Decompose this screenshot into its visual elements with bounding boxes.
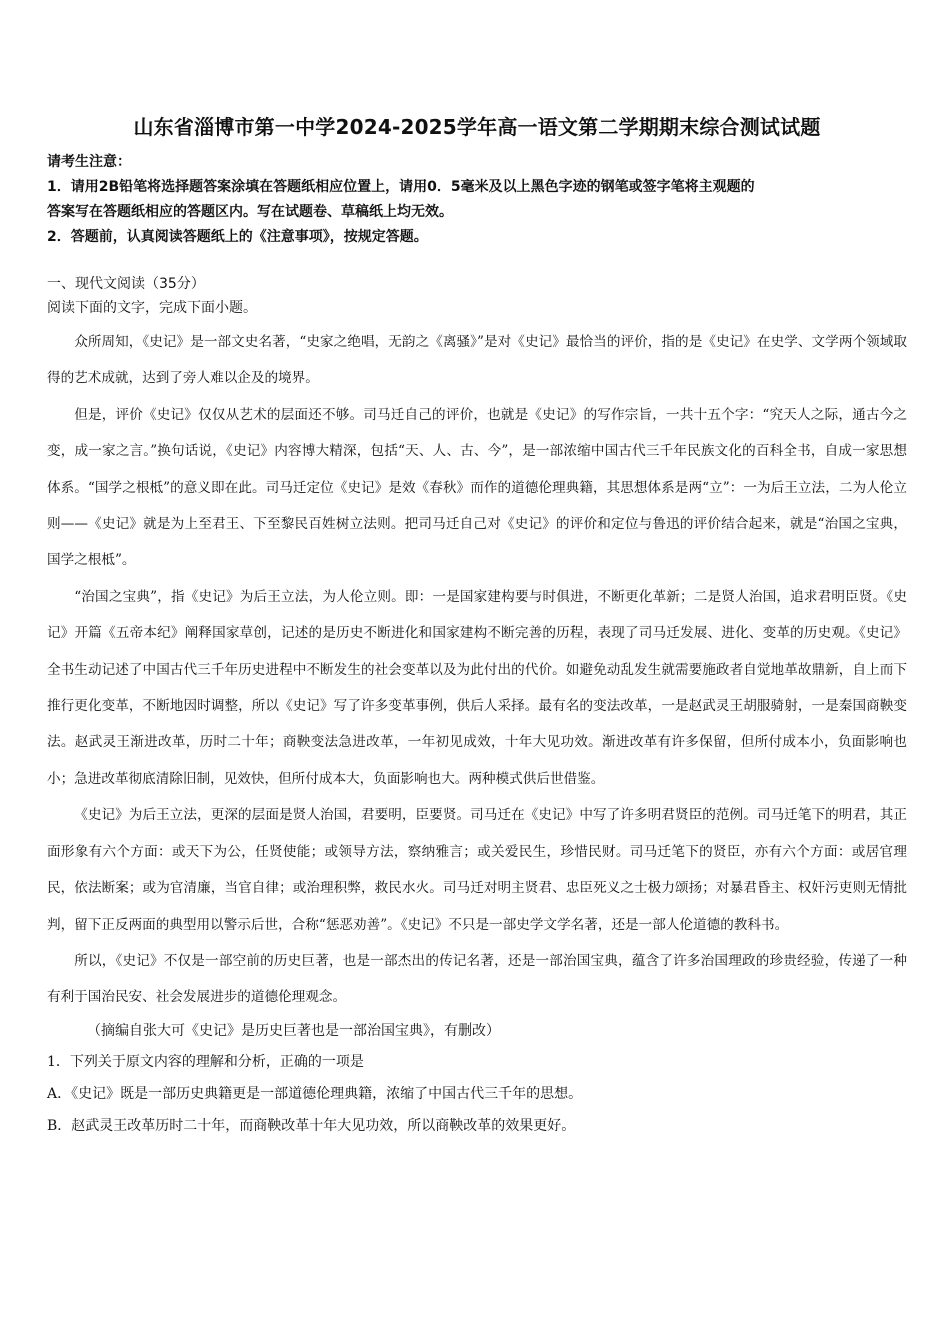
passage-paragraph: “治国之宝典”，指《史记》为后王立法，为人伦立则。即：一是国家建构要与时俱进，不断更化革新；二是贤人治国，追求君明臣贤。《史记》开篇《五帝本纪》阐释国家草创，记述的是历史不断进化和国家建构不断完善的历程，表现了司马迁发展、进化、变革的历史观。《史记》全书生动记述了中国古代三千年历史进程中不断发生的社会变革以及为此付出的代价。如避免动乱发生就需要施政者自觉地革故鼎新，自上而下推行更化变革，不断地因时调整，所以《史记》写了许多变革事例，供后人采择。最有名的变法改革，一是赵武灵王胡服骑射，一是秦国商鞅变法。赵武灵王渐进改革，历时二十年；商鞅变法急进改革，一年初见成效，十年大见功效。渐进改革有许多保留，但所付成本小，负面影响也小；急进改革彻底清除旧制，见效快，但所付成本大，负面影响也大。两种模式供后世借鉴。 [47, 588, 907, 787]
passage-paragraph: 《史记》为后王立法，更深的层面是贤人治国，君要明，臣要贤。司马迁在《史记》中写了许多明君贤臣的范例。司马迁笔下的明君，其正面形象有六个方面：或天下为公，任贤使能；或领导方法，察纳雅言；或关爱民生，珍惜民财。司马迁笔下的贤臣，亦有六个方面：或居官理民，依法断案；或为官清廉，当官自律；或治理积弊，救民水火。司马迁对明主贤君、忠臣死义之士极力颂扬；对暴君昏主、权奸污吏则无情批判，留下正反两面的典型用以警示后世，合称“惩恶劝善”。《史记》不只是一部史学文学名著，还是一部人伦道德的教科书。 [47, 807, 907, 933]
passage-source: （摘编自张大可《史记》是历史巨著也是一部治国宝典》，有删改） [87, 1022, 500, 1039]
notice-block [47, 150, 907, 250]
question-stem: 1．下列关于原文内容的理解和分析，正确的一项是 [47, 1053, 364, 1070]
notice-item-1-line-2: 答案写在答题纸相应的答题区内。写在试题卷、草稿纸上均无效。 [47, 204, 453, 220]
passage-paragraph: 众所周知，《史记》是一部文史名著，“史家之绝唱，无韵之《离骚》”是对《史记》最恰当的评价，指的是《史记》在史学、文学两个领域取得的艺术成就，达到了旁人难以企及的境界。 [47, 334, 907, 387]
exam-page [47, 112, 907, 1142]
notice-item-1-line-1: 1．请用2B铅笔将选择题答案涂填在答题纸相应位置上，请用0．5毫米及以上黑色字迹的钢笔或签字笔将主观题的 [47, 179, 755, 195]
passage-paragraph: 但是，评价《史记》仅仅从艺术的层面还不够。司马迁自己的评价，也就是《史记》的写作宗旨，一共十五个字：“究天人之际，通古今之变，成一家之言。”换句话说，《史记》内容博大精深，包括“天、人、古、今”，是一部浓缩中国古代三千年民族文化的百科全书，自成一家思想体系。“国学之根柢”的意义即在此。司马迁定位《史记》是效《春秋》而作的道德伦理典籍，其思想体系是两“立”：一为后王立法，二为人伦立则——《史记》就是为上至君王、下至黎民百姓树立法则。把司马迁自己对《史记》的评价和定位与鲁迅的评价结合起来，就是“治国之宝典，国学之根柢”。 [47, 406, 907, 569]
notice-item-2: 2．答题前，认真阅读答题纸上的《注意事项》，按规定答题。 [47, 229, 428, 245]
option-a: A．《史记》既是一部历史典籍更是一部道德伦理典籍，浓缩了中国古代三千年的思想。 [47, 1085, 583, 1102]
page-title: 山东省淄博市第一中学2024-2025学年高一语文第二学期期末综合测试试题 [133, 115, 821, 139]
passage-paragraph: 所以，《史记》不仅是一部空前的历史巨著，也是一部杰出的传记名著，还是一部治国宝典，蕴含了许多治国理政的珍贵经验，传递了一种有利于国治民安、社会发展进步的道德伦理观念。 [47, 952, 907, 1006]
notice-heading: 请考生注意： [47, 154, 131, 170]
option-b: B．赵武灵王改革历时二十年，而商鞅改革十年大见功效，所以商鞅改革的效果更好。 [47, 1117, 576, 1134]
spacer [47, 250, 907, 272]
section-intro: 阅读下面的文字，完成下面小题。 [47, 300, 257, 316]
reading-passage [47, 324, 907, 1016]
section-heading: 一、现代文阅读（35分） [47, 276, 205, 292]
